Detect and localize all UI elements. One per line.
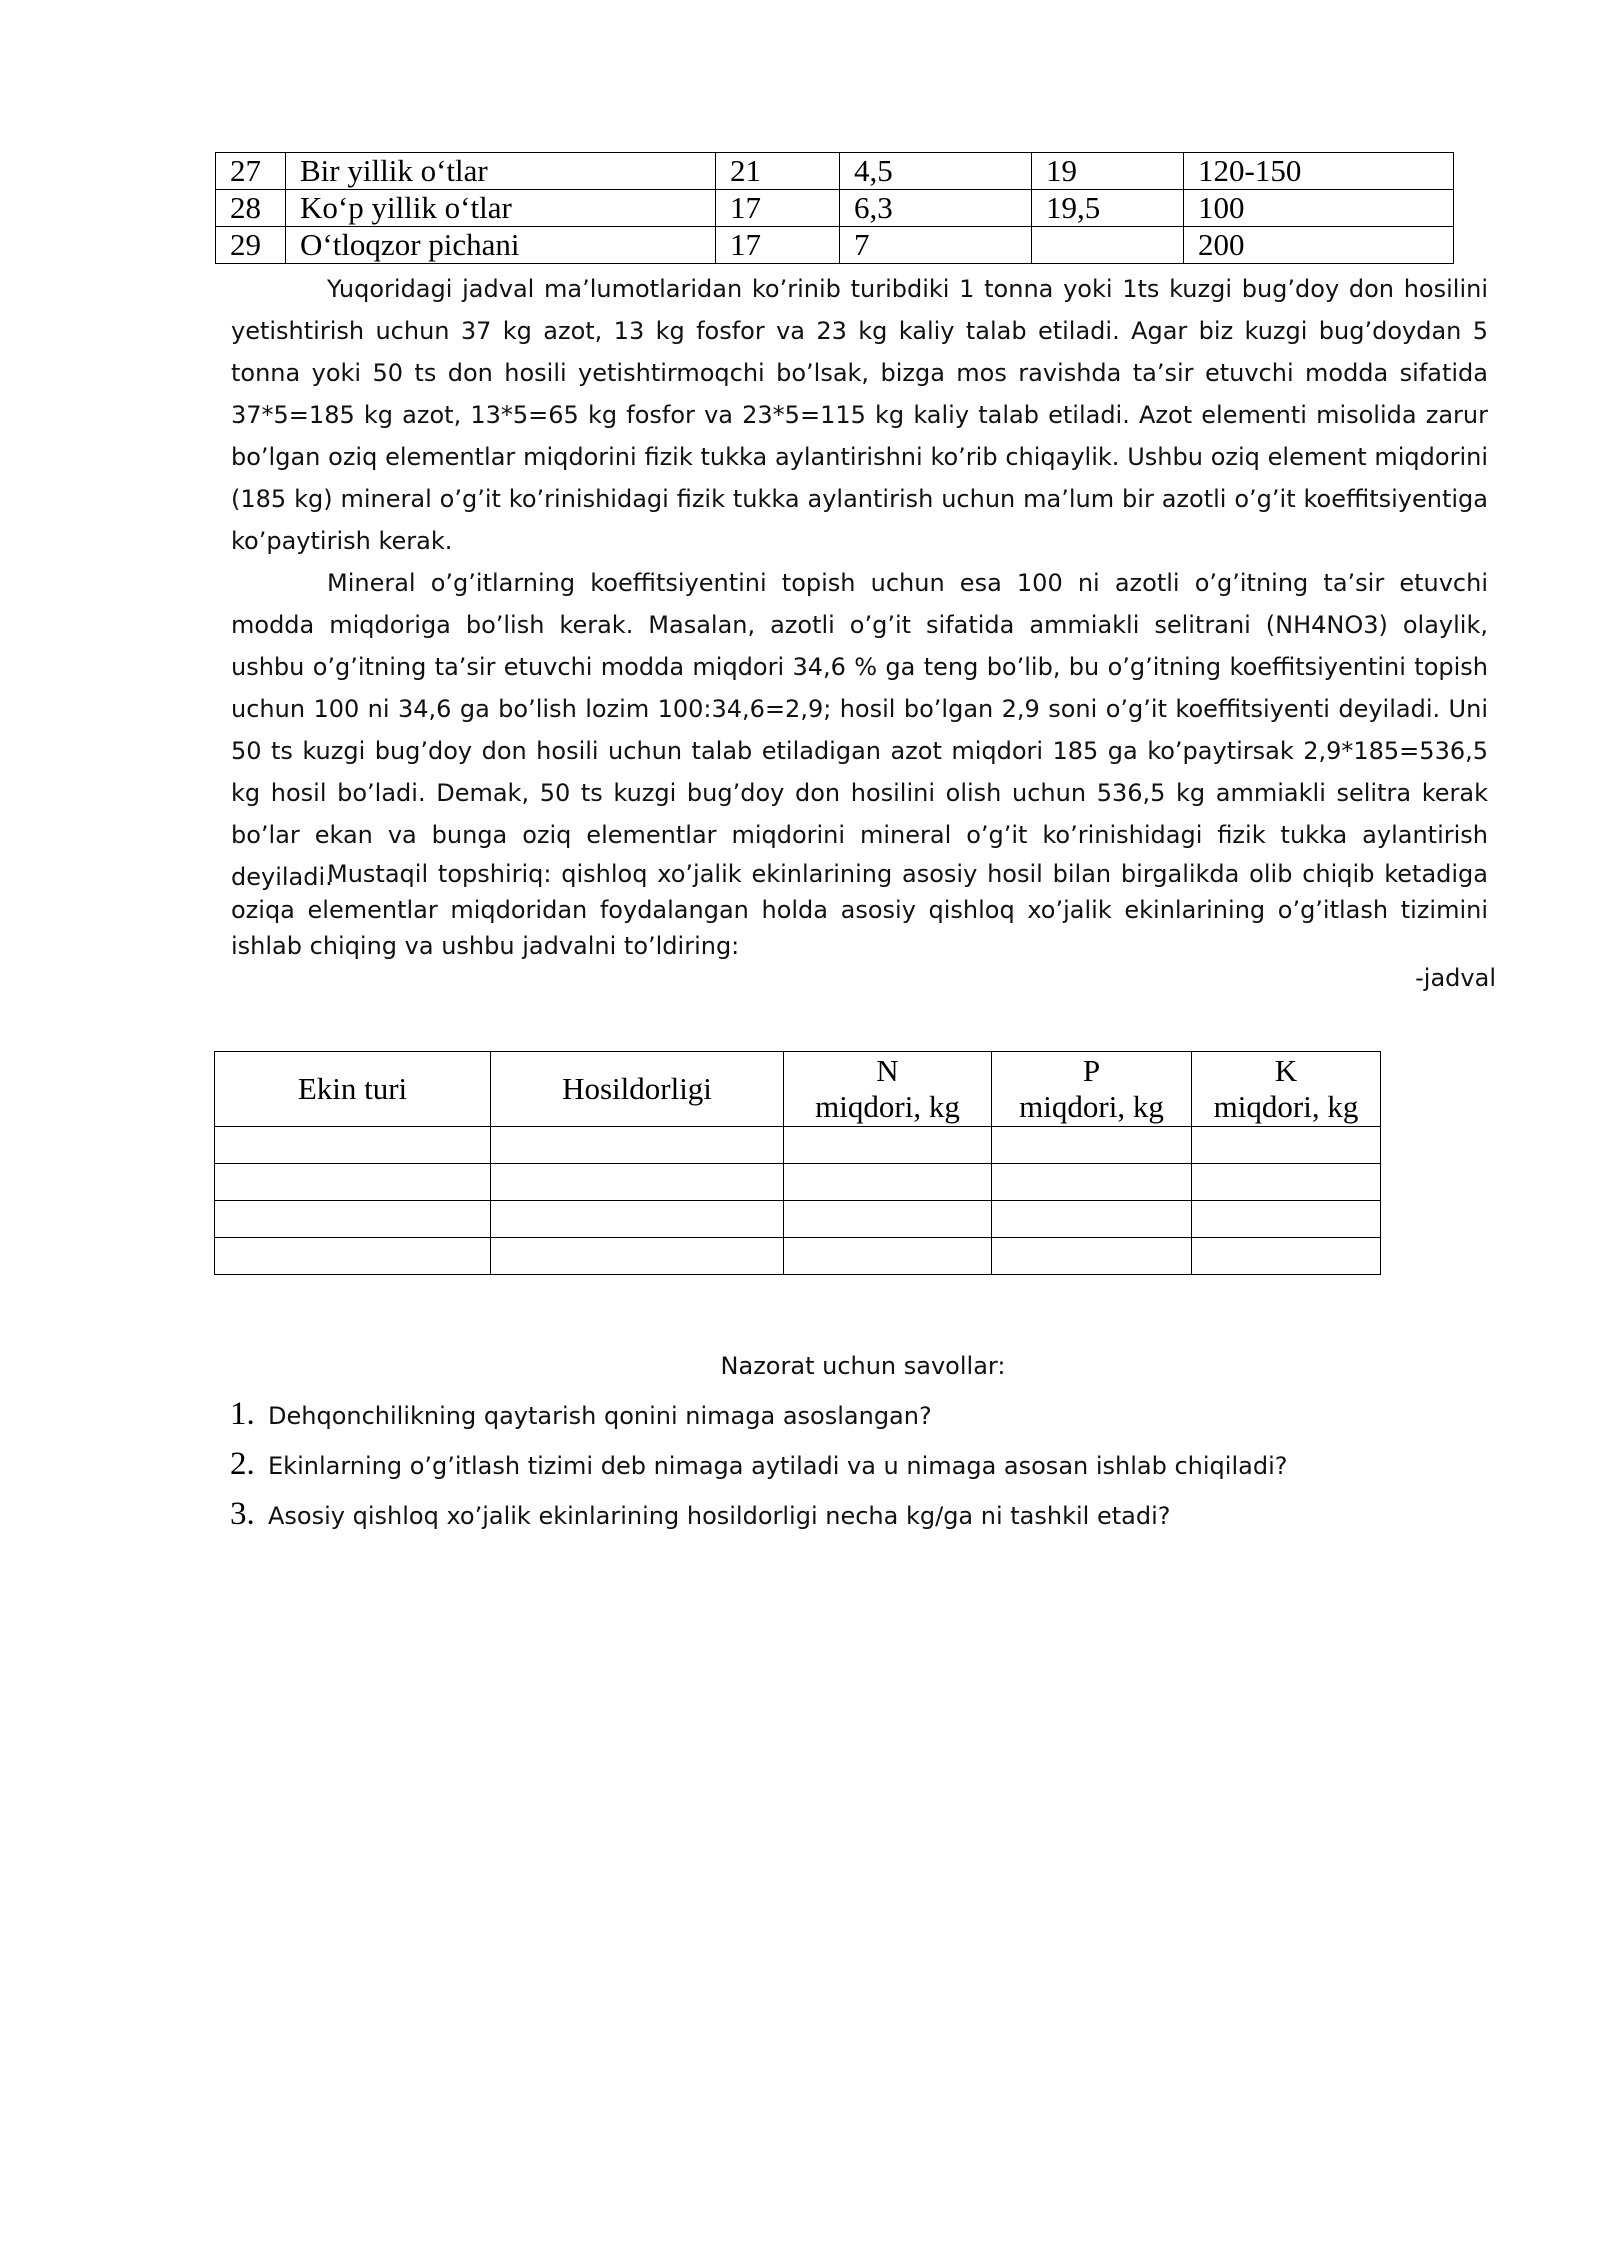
empty-cell[interactable] — [215, 1238, 491, 1275]
table-caption: -jadval — [1415, 964, 1496, 992]
list-item — [230, 1396, 1530, 1446]
table-row — [216, 190, 1454, 227]
questions-heading: Nazorat uchun savollar: — [720, 1352, 1006, 1380]
table-row — [216, 227, 1454, 264]
k-cell — [1032, 227, 1184, 264]
empty-cell[interactable] — [784, 1164, 992, 1201]
header-crop-type — [215, 1052, 491, 1127]
crop-name-cell: Ko‘p yillik o‘tlar — [286, 190, 716, 227]
header-label: P — [1082, 1053, 1101, 1088]
row-number-cell: 27 — [216, 153, 286, 190]
empty-cell[interactable] — [215, 1201, 491, 1238]
empty-cell[interactable] — [784, 1201, 992, 1238]
empty-cell[interactable] — [784, 1127, 992, 1164]
header-p-amount — [992, 1052, 1192, 1127]
p-cell: 6,3 — [840, 190, 1032, 227]
row-number-cell: 29 — [216, 227, 286, 264]
crop-name-cell: O‘tloqzor pichani — [286, 227, 716, 264]
header-yield — [491, 1052, 784, 1127]
yield-cell: 100 — [1184, 190, 1454, 227]
yield-cell: 120-150 — [1184, 153, 1454, 190]
header-label: N — [876, 1053, 899, 1088]
crop-name-cell: Bir yillik o‘tlar — [286, 153, 716, 190]
paragraph-task: Mustaqil topshiriq: qishloq xo’jalik ekinlarining asosiy hosil bilan birgalikda olib chiqib ketadiga oziqa elementlar miqdoridan foydalangan holda asosiy qishloq xo’jalik ekinlarining o’g’itlash tizimini ishlab chiqing va ushbu jadvalni to’ldiring: — [231, 860, 1488, 960]
question-text: Ekinlarning o’g’itlash tizimi deb nimaga aytiladi va u nimaga asosan ishlab chiqiladi? — [268, 1452, 1288, 1480]
n-cell: 17 — [716, 227, 840, 264]
yield-cell: 200 — [1184, 227, 1454, 264]
empty-cell[interactable] — [992, 1201, 1192, 1238]
crop-nutrient-table — [215, 152, 1454, 264]
p-cell: 4,5 — [840, 153, 1032, 190]
header-sublabel: miqdori, kg — [815, 1089, 960, 1124]
row-number-cell: 28 — [216, 190, 286, 227]
question-number: 3. — [230, 1496, 255, 1532]
p-cell: 7 — [840, 227, 1032, 264]
empty-cell[interactable] — [1192, 1201, 1381, 1238]
table-row — [215, 1164, 1381, 1201]
header-k-amount — [1192, 1052, 1381, 1127]
empty-cell[interactable] — [1192, 1238, 1381, 1275]
empty-cell[interactable] — [992, 1127, 1192, 1164]
table-row — [215, 1127, 1381, 1164]
question-text: Dehqonchilikning qaytarish qonini nimaga asoslangan? — [268, 1402, 932, 1430]
table-row — [216, 153, 1454, 190]
header-n-amount — [784, 1052, 992, 1127]
list-item — [230, 1496, 1530, 1546]
question-number: 1. — [230, 1396, 255, 1432]
paragraph-intro: Yuqoridagi jadval ma’lumotlaridan ko’rinib turibdiki 1 tonna yoki 1ts kuzgi bug’doy don hosilini yetishtirish uchun 37 kg azot, 13 kg fosfor va 23 kg kaliy talab etiladi. Agar biz kuzgi bug’doydan 5 tonna yoki 50 ts don hosili yetishtirmoqchi bo’lsak, bizga mos ravishda ta’sir etuvchi modda sifatida 37*5=185 kg azot, 13*5=65 kg fosfor va 23*5=115 kg kaliy talab etiladi. Azot elementi misolida zarur bo’lgan oziq elementlar miqdorini fizik tukka aylantirishni ko’rib chiqaylik. Ushbu oziq element miqdorini (185 kg) mineral o’g’it ko’rinishidagi fizik tukka aylantirish uchun ma’lum bir azotli o’g’it koeffitsiyentiga ko’paytirish kerak. — [231, 275, 1488, 555]
empty-cell[interactable] — [491, 1238, 784, 1275]
n-cell: 17 — [716, 190, 840, 227]
table-row — [215, 1201, 1381, 1238]
question-text: Asosiy qishloq xo’jalik ekinlarining hosildorligi necha kg/ga ni tashkil etadi? — [268, 1502, 1171, 1530]
empty-cell[interactable] — [491, 1201, 784, 1238]
empty-cell[interactable] — [1192, 1127, 1381, 1164]
k-cell: 19 — [1032, 153, 1184, 190]
questions-list — [230, 1396, 1530, 1546]
paragraph-coefficient: Mineral o’g’itlarning koeffitsiyentini topish uchun esa 100 ni azotli o’g’itning ta’sir etuvchi modda miqdoriga bo’lish kerak. Masalan, azotli o’g’it sifatida ammiakli selitrani (NH4NO3) olaylik, ushbu o’g’itning ta’sir etuvchi modda miqdori 34,6 % ga teng bo’lib, bu o’g’itning koeffitsiyentini topish uchun 100 ni 34,6 ga bo’lish lozim 100:34,6=2,9; hosil bo’lgan 2,9 soni o’g’it koeffitsiyenti deyiladi. Uni 50 ts kuzgi bug’doy don hosili uchun talab etiladigan azot miqdori 185 ga ko’paytirsak 2,9*185=536,5 kg hosil bo’ladi. Demak, 50 ts kuzgi bug’doy don hosilini olish uchun 536,5 kg ammiakli selitra kerak bo’lar ekan va bunga oziq elementlar miqdorini mineral o’g’it ko’rinishidagi fizik tukka aylantirish deyiladi. — [231, 569, 1488, 891]
empty-cell[interactable] — [215, 1164, 491, 1201]
empty-cell[interactable] — [491, 1127, 784, 1164]
empty-cell[interactable] — [992, 1238, 1192, 1275]
header-label: K — [1274, 1053, 1298, 1088]
empty-cell[interactable] — [784, 1238, 992, 1275]
table-header-row — [215, 1052, 1381, 1127]
n-cell: 21 — [716, 153, 840, 190]
header-sublabel: miqdori, kg — [1019, 1089, 1164, 1124]
list-item — [230, 1446, 1530, 1496]
empty-cell[interactable] — [992, 1164, 1192, 1201]
empty-cell[interactable] — [215, 1127, 491, 1164]
header-label: Hosildorligi — [562, 1071, 712, 1106]
header-sublabel: miqdori, kg — [1213, 1089, 1359, 1124]
empty-cell[interactable] — [491, 1164, 784, 1201]
empty-cell[interactable] — [1192, 1164, 1381, 1201]
fertilizer-task-table — [214, 1051, 1381, 1275]
question-number: 2. — [230, 1446, 255, 1482]
header-label: Ekin turi — [297, 1071, 408, 1106]
k-cell: 19,5 — [1032, 190, 1184, 227]
table-row — [215, 1238, 1381, 1275]
